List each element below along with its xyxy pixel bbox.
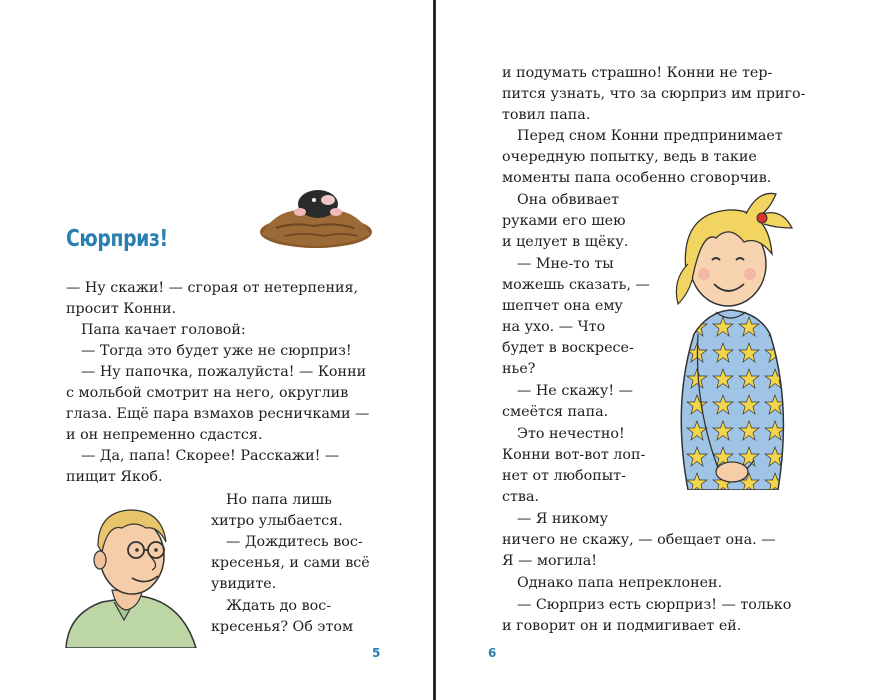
page-number: 6 <box>488 646 497 660</box>
text-line: ничего не скажу, — обещает она. — <box>502 532 776 548</box>
text-line: просит Конни. <box>66 301 177 317</box>
text-line: будет в воскресе- <box>502 340 634 356</box>
text-line: Это нечестно! <box>517 426 625 442</box>
mole-in-mound-illustration <box>254 182 374 248</box>
chapter-title: Сюрприз! <box>66 226 168 252</box>
text-line: Однако папа непреклонен. <box>517 575 723 591</box>
text-line: Она обвивает <box>517 192 620 208</box>
text-line: и он непременно сдастся. <box>66 427 263 443</box>
text-line: Папа качает головой: <box>81 322 246 338</box>
text-line: и целует в щёку. <box>502 234 629 250</box>
text-line: пится узнать, что за сюрприз им приго- <box>502 86 806 102</box>
text-line: моменты папа особенно сговорчив. <box>502 170 772 186</box>
text-line: ства. <box>502 489 540 505</box>
right-page <box>436 0 870 700</box>
text-line: — Мне-то ты <box>517 256 614 272</box>
text-line: шепчет она ему <box>502 298 623 314</box>
text-line: — Тогда это будет уже не сюрприз! <box>81 343 352 359</box>
page-number: 5 <box>372 646 381 660</box>
text-line: — Ну папочка, пожалуйста! — Конни <box>81 364 367 380</box>
conni-girl-illustration <box>658 184 804 490</box>
text-line: смеётся папа. <box>502 404 609 420</box>
text-line: — Ну скажи! — сгорая от нетерпения, <box>66 280 359 296</box>
text-line: на ухо. — Что <box>502 319 606 335</box>
text-line: очередную попытку, ведь в такие <box>502 149 757 165</box>
text-line: Ждать до вос- <box>226 598 332 614</box>
text-line: нье? <box>502 361 536 377</box>
text-line: Перед сном Конни предпринимает <box>517 128 783 144</box>
left-page <box>0 0 434 700</box>
text-line: — Да, папа! Скорее! Расскажи! — <box>81 448 340 464</box>
text-line: пищит Якоб. <box>66 469 163 485</box>
text-line: — Не скажу! — <box>517 383 633 399</box>
text-line: кресенья, и сами всё <box>211 555 370 571</box>
text-line: и подумать страшно! Конни не тер- <box>502 65 773 81</box>
text-line: можешь сказать, — <box>502 277 650 293</box>
text-line: хитро улыбается. <box>211 513 343 529</box>
text-line: Но папа лишь <box>226 492 332 508</box>
text-line: с мольбой смотрит на него, округлив <box>66 385 349 401</box>
text-line: нет от любопыт- <box>502 468 626 484</box>
text-line: Я — могила! <box>502 553 598 569</box>
text-line: увидите. <box>211 576 277 592</box>
text-line: кресенья? Об этом <box>211 619 354 635</box>
text-line: товил папа. <box>502 107 591 123</box>
text-line: Конни вот-вот лоп- <box>502 447 646 463</box>
text-line: руками его шею <box>502 213 626 229</box>
dad-illustration <box>62 498 202 648</box>
text-line: глаза. Ещё пара взмахов ресничками — <box>66 406 370 422</box>
text-line: — Сюрприз есть сюрприз! — только <box>517 597 792 613</box>
text-line: и говорит он и подмигивает ей. <box>502 618 742 634</box>
text-line: — Дождитесь вос- <box>226 534 363 550</box>
text-line: — Я никому <box>517 511 609 527</box>
